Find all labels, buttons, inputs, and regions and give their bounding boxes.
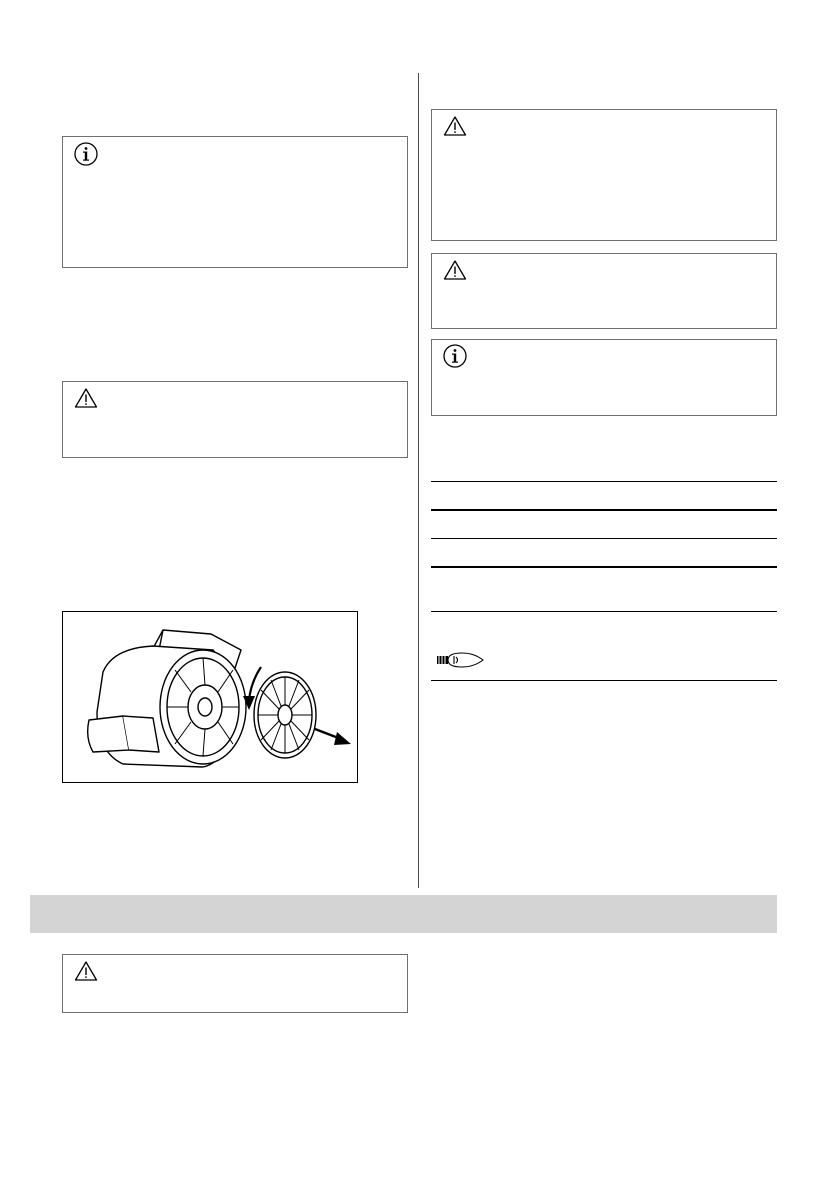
- table-rule: [431, 566, 777, 568]
- table-rule: [431, 611, 777, 612]
- warning-triangle-icon: [74, 960, 98, 982]
- warning-notice-box: [431, 109, 777, 241]
- fan-motor-with-filter-removed-icon: [63, 612, 357, 782]
- info-notice-box: [62, 136, 408, 268]
- column-divider: [418, 73, 419, 888]
- warning-triangle-icon: [74, 387, 98, 409]
- table-rule: [431, 538, 777, 539]
- table-rule: [431, 509, 777, 511]
- table-rule: [431, 680, 777, 681]
- info-circle-icon: [73, 141, 99, 167]
- section-heading-band: [30, 895, 777, 933]
- info-circle-icon: [442, 343, 468, 369]
- warning-triangle-icon: [443, 259, 467, 281]
- warning-notice-box: [62, 381, 408, 458]
- filter-removal-figure: [62, 611, 358, 783]
- info-notice-box: [431, 339, 777, 416]
- warning-notice-box: [431, 253, 777, 329]
- warning-notice-box: [62, 954, 408, 1013]
- warning-triangle-icon: [443, 115, 467, 137]
- table-rule: [431, 481, 777, 482]
- candle-bulb-icon: [434, 651, 486, 669]
